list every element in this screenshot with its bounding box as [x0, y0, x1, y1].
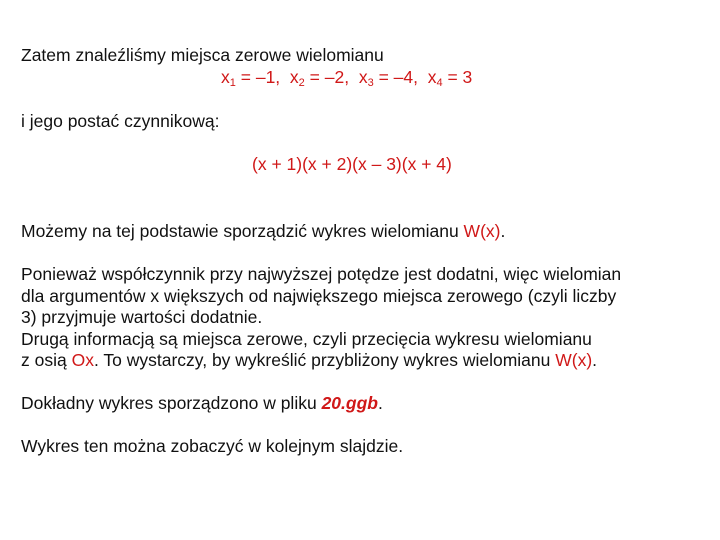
graph-sentence-suffix: . — [500, 221, 506, 241]
factored-form: (x + 1)(x + 2)(x – 3)(x + 4) — [252, 154, 452, 174]
ggb-file-link[interactable]: 20.ggb — [321, 393, 378, 413]
polynomial-name: W(x) — [463, 221, 501, 241]
zero-3: $x_3 = -4$, — [358, 67, 418, 89]
polynomial-name-2: W(x) — [555, 350, 593, 370]
intro-text: Zatem znaleźliśmy miejsca zerowe wielomianu — [21, 45, 384, 65]
reasoning-line-1: Ponieważ współczynnik przy najwyższej potędze jest dodatni, więc wielomian — [21, 264, 622, 284]
zero-2: $x_2 = -2$, — [289, 67, 350, 89]
graph-sentence-prefix: Możemy na tej podstawie sporządzić wykres wielomianu — [21, 221, 464, 241]
graph-sentence — [21, 221, 505, 242]
reasoning-paragraph — [21, 264, 711, 372]
zeros-list — [221, 67, 472, 94]
zero-1: $x_1 = -1$, — [221, 67, 281, 89]
file-sentence: Dokładny wykres sporządzono w pliku 20.ggb. — [21, 393, 383, 413]
factored-intro: i jego postać czynnikową: — [21, 111, 220, 131]
axis-name: Ox — [71, 350, 94, 370]
reasoning-line-2: dla argumentów x większych od największego miejsca zerowego (czyli liczby — [21, 285, 617, 306]
next-slide-note: Wykres ten można zobaczyć w kolejnym slajdzie. — [21, 436, 404, 456]
reasoning-line-4: Drugą informacją są miejsca zerowe, czyli przecięcia wykresu wielomianu — [21, 328, 592, 349]
reasoning-line-5: z osią Ox. To wystarczy, by wykreślić przybliżony wykres wielomianu W(x). — [21, 350, 598, 370]
reasoning-line-3: 3) przyjmuje wartości dodatnie. — [21, 307, 263, 327]
zero-4: $x_4 = 3$ — [427, 67, 473, 89]
